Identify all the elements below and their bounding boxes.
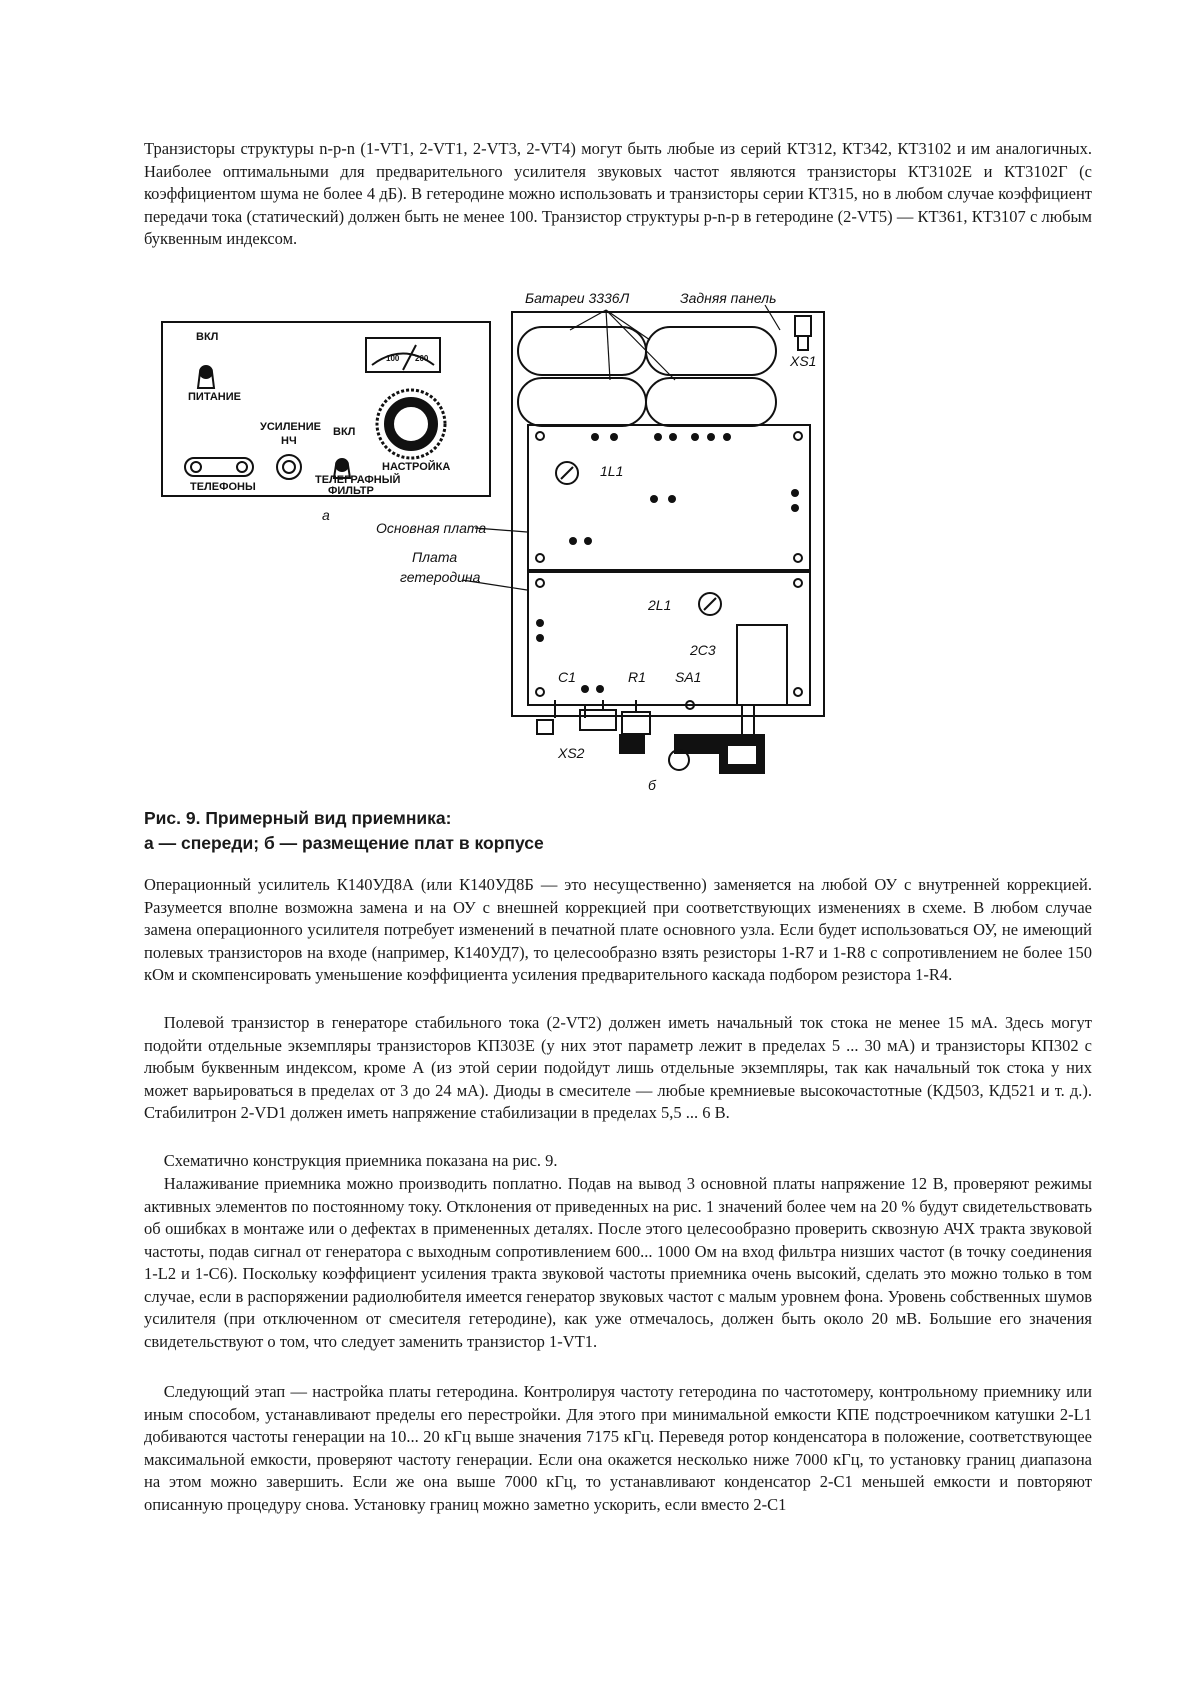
paragraph-transistors: Транзисторы структуры n-p-n (1-VT1, 2-VT1, 2-VT3, 2-VT4) могут быть любые из серий КТ312, КТ342, КТ3102 и им аналогичных. Наиболее оптимальными для предварительного усилителя звуковых частот являются транзисторы КТ3102Е и КТ3102Г (с коэффициентом шума не более 4 дБ). В гетеродине можно использовать и транзисторы серии КТ315, но в любом случае коэффициент передачи тока (статический) должен быть не менее 100. Транзистор структуры p-n-p в гетеродине (2-VT5) — КТ361, КТ3107 с любым буквенным индексом. [144, 139, 1092, 248]
label-sa1: SA1 [675, 669, 702, 685]
paragraph-construction: Схематично конструкция приемника показана на рис. 9. [163, 1151, 558, 1170]
label-vkl: ВКЛ [196, 331, 219, 343]
label-telefony: ТЕЛЕФОНЫ [190, 481, 256, 493]
label-xs1: XS1 [790, 353, 817, 369]
label-a: а [322, 507, 330, 523]
label-geterodina: гетеродина [400, 569, 481, 585]
label-r1: R1 [628, 669, 646, 685]
label-batarei: Батареи 3336Л [525, 290, 630, 306]
label-usilenie: УСИЛЕНИЕ [260, 421, 321, 433]
heterodyne-board [528, 572, 810, 705]
label-l1-1: 1L1 [600, 463, 624, 479]
paragraph-opamp: Операционный усилитель К140УД8А (или К140УД8Б — это несущественно) заменяется на любой ОУ с внутренней коррекцией. Разумеется вполне возможна замена и на ОУ с внешней коррекцией при соответствующих изменениях в схеме. В любом случае замена операционного усилителя потребует изменений в печатной плате основного узла. Если будет использоваться ОУ, не имеющий полевых транзисторов на входе (например, К140УД7), то целесообразно взять резисторы 1-R7 и 1-R8 с сопротивлением не более 150 кОм и скомпенсировать уменьшение коэффициента усиления предварительного каскада подбором резистора 1-R4. [144, 875, 1092, 984]
label-zadnyaya: Задняя панель [680, 290, 777, 306]
paragraph-fet: Полевой транзистор в генераторе стабильного тока (2-VT2) должен иметь начальный ток стока не менее 15 мА. Здесь могут подойти отдельные экземпляры транзисторов КП303Е (у них этот параметр лежит в пределах 5 ... 30 мА) и транзисторы КП302 с любым буквенным индексом, кроме А (из этой серии подойдут лишь отдельные экземпляры, так как начальный ток стока у них может варьироваться в пределах от 3 до 24 мА). Диоды в смесителе — любые кремниевые высокочастотные (КД503, КД521 и т. д.). Стабилитрон 2-VD1 должен иметь напряжение стабилизации в пределах 5,5 ... 6 В. [144, 1013, 1092, 1122]
label-nch: НЧ [281, 435, 297, 447]
tuning-meter [366, 338, 440, 372]
label-dial-100: 100 [386, 354, 400, 363]
label-c1: C1 [558, 669, 576, 685]
label-c3-2: 2C3 [690, 642, 716, 658]
caption-line-1: Рис. 9. Примерный вид приемника: [144, 808, 452, 828]
telephones-jack [185, 458, 253, 476]
label-dial-200: 200 [415, 354, 429, 363]
receiver-housing [512, 312, 824, 716]
tuning-knob [377, 390, 445, 458]
paragraph-heterodyne-tuning: Следующий этап — настройка платы гетеродина. Контролируя частоту гетеродина по частотомеру, контрольному приемнику или иным способом, устанавливают пределы его перестройки. Для этого при минимальной емкости КПЕ подстроечником катушки 2-L1 добиваются частоты генерации на 10... 20 кГц выше значения 7175 кГц. Переведя ротор конденсатора в положение, соответствующее максимальной емкости, проверяют частоту генерации. Если она окажется несколько ниже 7000 кГц, то установку границ диапазона на этом можно завершить. Если же она выше 7000 кГц, то устанавливают конденсатор 2-C1 меньшей емкости и повторяют описанную процедуру снова. Установку границ можно заметно ускорить, если вместо 2-C1 [144, 1382, 1092, 1514]
caption-line-2: а — спереди; б — размещение плат в корпусе [144, 833, 544, 853]
main-board [528, 425, 810, 570]
label-telegrafny: ТЕЛЕГРАФНЫЙ [315, 474, 401, 486]
figure-caption [144, 806, 844, 856]
label-nastroyka: НАСТРОЙКА [382, 461, 451, 473]
label-vkl2: ВКЛ [333, 426, 356, 438]
af-gain-knob [277, 455, 301, 479]
label-filtr: ФИЛЬТР [328, 485, 374, 497]
label-pitanie: ПИТАНИЕ [188, 391, 241, 403]
label-osnovnaya: Основная плата [376, 520, 487, 536]
front-panel [162, 322, 490, 496]
label-plata: Плата [412, 549, 458, 565]
paragraph-adjustment: Налаживание приемника можно производить поплатно. Подав на вывод 3 основной платы напряжение 12 В, проверяют режимы активных элементов по постоянному току. Отклонения от приведенных на рис. 1 значений более чем на 20 % будут свидетельствовать об ошибках в монтаже или о дефектах в примененных деталях. После этого целесообразно проверить сквозную АЧХ тракта звуковой частоты, подав сигнал от генератора с выходным сопротивлением 600... 1000 Ом на вход фильтра низших частот (в точку соединения 1-L2 и 1-C6). Поскольку коэффициент усиления тракта звуковой частоты приемника очень высокий, сделать это можно только в том случае, если в распоряжении радиолюбителя имеется генератор звуковых частот с малым уровнем фона. Уровень собственных шумов усилителя (при отключенном от смесителя гетеродине), как уже отмечалось, должен быть около 20 мВ. Большие его значения свидетельствуют о том, что следует заменить транзистор 1-VT1. [144, 1174, 1092, 1351]
label-xs2: XS2 [558, 745, 585, 761]
label-l2-1: 2L1 [648, 597, 672, 613]
label-b: б [648, 777, 656, 793]
